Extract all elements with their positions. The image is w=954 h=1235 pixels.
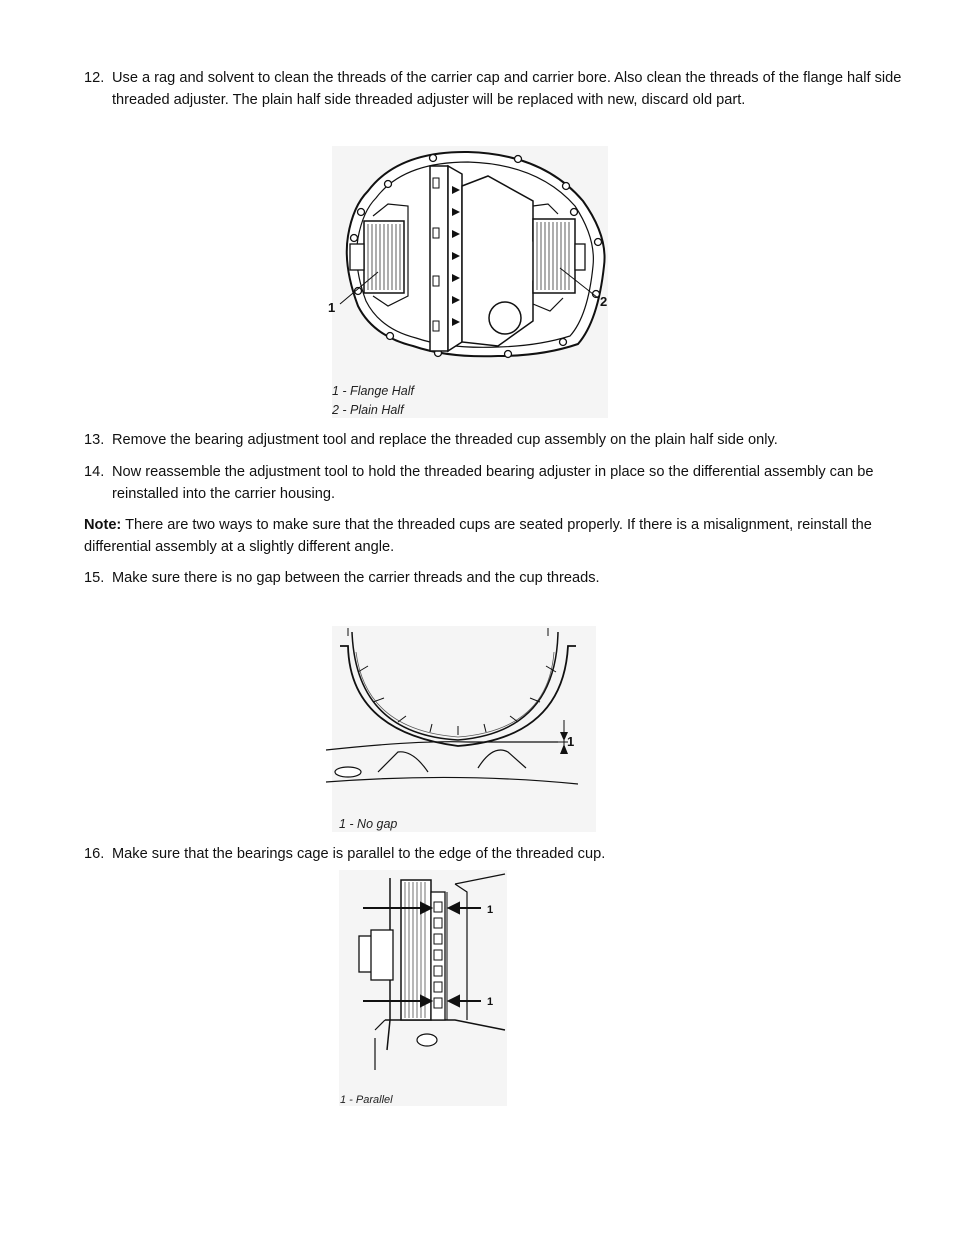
note [84, 514, 904, 558]
step-16 [84, 843, 904, 865]
callout-1: 1 [567, 734, 575, 749]
callout-top: 1 [487, 904, 494, 916]
caption-flange-half: 1 - Flange Half [332, 384, 414, 398]
step-number: 16. [84, 846, 105, 862]
step-12 [84, 67, 904, 111]
step-number: 12. [84, 70, 105, 86]
caption-plain-half: 2 - Plain Half [332, 403, 404, 417]
callout-bottom: 1 [487, 996, 494, 1008]
step-text: Make sure there is no gap between the carrier threads and the cup threads. [112, 570, 600, 586]
step-text: Now reassemble the adjustment tool to hold the threaded bearing adjuster in place so the differential assembly can be reinstalled into the carrier housing. [112, 464, 874, 502]
step-14 [84, 461, 904, 505]
caption-no-gap: 1 - No gap [339, 817, 398, 831]
note-text: There are two ways to make sure that the threaded cups are seated properly. If there is a misalignment, reinstall the differential assembly at a slightly different angle. [84, 517, 872, 555]
step-number: 13. [84, 432, 105, 448]
figure-no-gap [318, 622, 598, 834]
step-text: Remove the bearing adjustment tool and replace the threaded cup assembly on the plain half side only. [112, 432, 778, 448]
step-text: Use a rag and solvent to clean the threads of the carrier cap and carrier bore. Also clean the threads of the flange half side threaded adjuster. The plain half side threaded adjuster will be replaced with new, discard old part. [112, 70, 902, 108]
callout-1: 1 [328, 300, 336, 315]
step-13 [84, 429, 904, 451]
step-text: Make sure that the bearings cage is parallel to the edge of the threaded cup. [112, 846, 606, 862]
note-label: Note: [84, 517, 122, 533]
caption-parallel: 1 - Parallel [340, 1094, 393, 1106]
callout-2: 2 [600, 294, 608, 309]
step-number: 15. [84, 570, 105, 586]
figure-parallel [335, 870, 510, 1108]
step-15 [84, 567, 904, 589]
figure-differential-carrier [328, 146, 610, 422]
step-number: 14. [84, 464, 105, 480]
